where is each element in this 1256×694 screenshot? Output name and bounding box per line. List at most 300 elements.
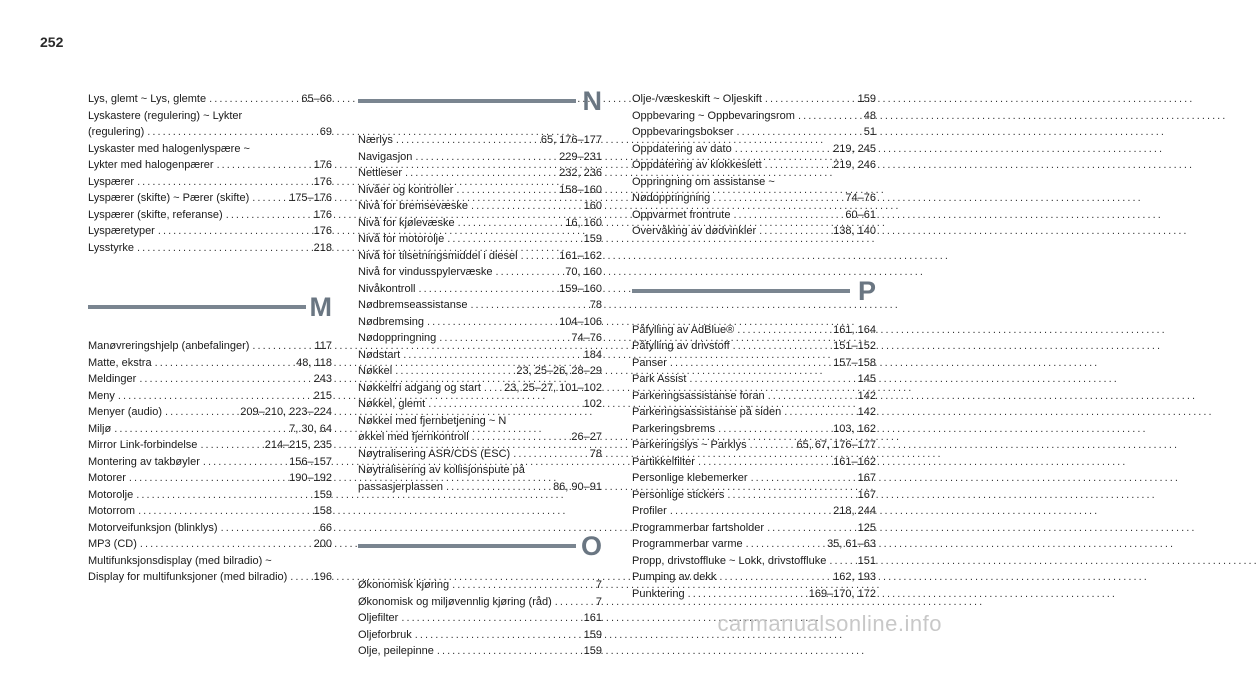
leader-dots	[718, 421, 830, 438]
index-entry	[632, 371, 876, 388]
entry-term: Parkeringsbrems	[632, 422, 716, 435]
entry-pages[interactable]: 175–176	[289, 192, 332, 204]
leader-dots	[418, 281, 556, 298]
entry-pages[interactable]: 176	[313, 159, 332, 171]
leader-dots	[158, 223, 311, 240]
leader-dots	[437, 643, 581, 660]
entry-term: Nivåer og kontroller	[358, 183, 454, 196]
entry-term: Lykter med halogenpærer	[88, 159, 214, 171]
entry-pages[interactable]: 167	[857, 472, 876, 484]
entry-pages[interactable]: 138, 140	[833, 225, 876, 237]
index-entry	[88, 355, 332, 372]
entry-term: Oppbevaring ~ Oppbevaringsrom	[632, 109, 795, 122]
leader-dots	[139, 371, 310, 388]
index-entry	[88, 388, 332, 405]
index-entry	[358, 594, 602, 611]
index-entry	[88, 487, 332, 504]
index-entry	[358, 248, 602, 265]
index-section	[358, 529, 602, 660]
leader-dots	[767, 520, 855, 537]
index-entry	[88, 223, 332, 240]
entry-term: Lyskaster med halogenlyspære ~	[88, 142, 250, 155]
entry-pages[interactable]: 74–76	[571, 332, 602, 344]
entry-term: Programmerbar varme	[632, 538, 743, 550]
entry-term: Påfylling av AdBlue®	[632, 323, 735, 336]
entry-term: Parkeringslys ~ Parklys	[632, 439, 747, 451]
leader-dots	[405, 165, 556, 182]
leader-dots	[456, 182, 556, 199]
entry-pages[interactable]: 167	[857, 488, 876, 501]
index-entry	[632, 108, 876, 125]
entry-term: Parkeringsassistanse på siden	[632, 406, 782, 418]
section-divider	[632, 289, 850, 293]
leader-dots	[713, 190, 842, 207]
entry-term: Motorrom	[88, 505, 136, 517]
entry-pages[interactable]: 159	[313, 488, 332, 501]
entry-term: Lyspæretyper	[88, 225, 155, 237]
leader-dots	[415, 149, 556, 166]
entry-term: Nivå for vindusspylervæske	[358, 266, 493, 278]
index-entry	[632, 190, 876, 207]
entry-term: økkel med fjernkontroll	[358, 431, 469, 443]
entry-pages[interactable]: 7, 30, 64	[289, 422, 332, 435]
leader-dots	[746, 536, 824, 553]
index-entry	[632, 553, 876, 570]
entry-term: Meldinger	[88, 373, 137, 385]
entry-pages[interactable]: 157–158	[833, 356, 876, 369]
index-section	[88, 290, 332, 586]
index-entry	[358, 627, 602, 644]
entry-term: (regulering)	[88, 126, 145, 138]
entry-pages[interactable]: 184	[583, 348, 602, 361]
index-entry	[358, 231, 602, 248]
entry-term: Park Assist	[632, 373, 687, 385]
section-header	[358, 529, 602, 563]
entry-pages[interactable]: 160	[583, 200, 602, 212]
leader-dots	[727, 487, 854, 504]
entry-pages[interactable]: 219, 245	[833, 142, 876, 155]
section-divider	[358, 99, 576, 103]
entry-pages[interactable]: 65–66	[301, 93, 332, 105]
entry-term: Nivå for motorolje	[358, 233, 445, 245]
index-entry	[88, 454, 332, 471]
entry-pages[interactable]: 200	[313, 538, 332, 550]
entry-term: Navigasjon	[358, 150, 413, 163]
leader-dots	[252, 190, 286, 207]
page-number: 252	[40, 34, 64, 50]
leader-dots	[137, 174, 311, 191]
entry-term: Overvåking av dødvinkler	[632, 225, 757, 237]
entry-term: Lyspærer (skifte) ~ Pærer (skifte)	[88, 192, 250, 204]
entry-pages[interactable]: 151–152	[833, 340, 876, 352]
entry-term: Nøkkelfri adgang og start	[358, 381, 481, 394]
index-entry	[88, 437, 332, 454]
leader-dots	[513, 446, 587, 463]
entry-pages[interactable]: 218	[313, 241, 332, 254]
entry-pages[interactable]: 66	[319, 521, 332, 534]
entry-term: Lysstyrke	[88, 241, 135, 254]
entry-pages[interactable]: 158	[313, 505, 332, 517]
entry-term: Nærlys	[358, 134, 393, 146]
entry-pages[interactable]: 169–170, 172	[808, 587, 876, 600]
leader-dots	[252, 338, 311, 355]
entry-term: Nivå for kjølevæske	[358, 216, 455, 229]
entry-pages[interactable]: 159	[857, 93, 876, 105]
leader-dots	[209, 91, 298, 108]
index-entry	[632, 437, 876, 454]
leader-dots	[403, 347, 580, 364]
entry-term: Mirror Link-forbindelse	[88, 439, 198, 451]
entry-term: Nøkkel med fjernbetjening ~ N	[358, 414, 507, 427]
entry-pages[interactable]: 162, 193	[833, 571, 876, 583]
index-entry	[88, 240, 332, 257]
entry-pages[interactable]: 159	[583, 628, 602, 641]
index-entry	[358, 149, 602, 166]
entry-term: Økonomisk og miljøvennlig kjøring (råd)	[358, 595, 552, 608]
entry-pages[interactable]: 16, 160	[565, 216, 602, 229]
entry-term: Lyspærer (skifte, referanse)	[88, 208, 223, 221]
entry-pages[interactable]: 232, 236	[559, 167, 602, 179]
leader-dots	[137, 240, 311, 257]
entry-term: Programmerbar fartsholder	[632, 521, 765, 534]
entry-pages[interactable]: 23, 25–27, 101–102	[504, 381, 602, 394]
index-entry	[632, 388, 876, 405]
leader-dots	[670, 355, 830, 372]
leader-dots	[217, 157, 311, 174]
index-entry	[358, 380, 602, 397]
entry-pages[interactable]: 229–231	[559, 150, 602, 163]
leader-dots	[452, 577, 593, 594]
entry-term: Lyspærer	[88, 175, 135, 188]
leader-dots	[829, 553, 854, 570]
leader-dots	[427, 314, 556, 331]
entry-term: Nødoppringning	[632, 192, 711, 204]
entry-pages[interactable]: 65, 176–177	[540, 134, 602, 146]
index-entry	[358, 396, 602, 413]
entry-term: Motorveifunksjon (blinklys)	[88, 521, 218, 534]
section-letter: O	[580, 531, 602, 561]
entry-term: Nødbremsing	[358, 315, 425, 328]
entry-pages[interactable]: 196	[313, 571, 332, 583]
index-entry	[358, 446, 602, 463]
entry-pages[interactable]: 176	[313, 225, 332, 237]
leader-dots	[221, 520, 317, 537]
leader-dots	[750, 437, 794, 454]
index-entry	[358, 610, 602, 627]
index-entry	[88, 174, 332, 191]
entry-pages[interactable]: 104–106	[559, 315, 602, 328]
entry-term: Nivåkontroll	[358, 282, 416, 295]
index-entry	[88, 207, 332, 224]
entry-pages[interactable]: 158–160	[559, 183, 602, 196]
entry-term: Profiler	[632, 505, 667, 517]
entry-term: MP3 (CD)	[88, 538, 137, 550]
entry-term: Multifunksjonsdisplay (med bilradio) ~	[88, 554, 272, 567]
entry-pages[interactable]: 176	[313, 175, 332, 188]
entry-pages[interactable]: 86, 90–91	[553, 480, 602, 493]
index-entry	[632, 355, 876, 372]
index-entry	[632, 207, 876, 224]
index-entry	[358, 347, 602, 364]
leader-dots	[446, 479, 550, 496]
leader-dots	[555, 594, 593, 611]
section-divider	[88, 305, 306, 309]
entry-term: Oppbevaringsbokser	[632, 126, 734, 138]
entry-term: Punktering	[632, 587, 685, 600]
index-entry	[88, 124, 332, 141]
index-entry	[632, 223, 876, 240]
entry-term: Oljefilter	[358, 612, 399, 624]
entry-pages[interactable]: 145	[857, 373, 876, 385]
leader-dots	[737, 322, 830, 339]
leader-dots	[496, 264, 563, 281]
leader-dots	[698, 454, 830, 471]
entry-term: Oppdatering av klokkeslett	[632, 159, 762, 171]
entry-pages[interactable]: 60–61	[845, 208, 876, 221]
index-entry	[358, 314, 602, 331]
entry-pages[interactable]: 159	[583, 233, 602, 245]
watermark: carmanualsonline.info	[717, 611, 942, 636]
entry-pages[interactable]: 151	[857, 554, 876, 567]
index-entry	[632, 157, 876, 174]
index-section	[632, 91, 876, 240]
section-letter: P	[857, 275, 876, 306]
entry-pages[interactable]: 103, 162	[833, 422, 876, 435]
index-entry	[358, 281, 602, 298]
index-entry	[358, 215, 602, 232]
index-entry	[88, 338, 332, 355]
entry-pages[interactable]: 243	[313, 373, 332, 385]
leader-dots	[688, 586, 806, 603]
entry-pages[interactable]: 142	[857, 389, 876, 402]
leader-dots	[290, 569, 310, 586]
entry-pages[interactable]: 142	[857, 406, 876, 418]
entry-term: Pumping av dekk	[632, 571, 717, 583]
leader-dots	[439, 330, 568, 347]
leader-dots	[395, 363, 513, 380]
leader-dots	[484, 380, 501, 397]
entry-pages[interactable]: 156–157	[289, 455, 332, 468]
index-entry	[358, 643, 602, 660]
leader-dots	[415, 627, 581, 644]
index-entry	[88, 503, 332, 520]
leader-dots	[733, 338, 831, 355]
entry-term: Oljeforbruk	[358, 628, 412, 641]
entry-pages[interactable]: 161, 164	[833, 323, 876, 336]
index-entry	[358, 264, 602, 281]
entry-pages[interactable]: 23, 25–26, 28–29	[516, 365, 602, 377]
entry-term: Nettleser	[358, 167, 403, 179]
entry-term: Olje-/væskeskift ~ Oljeskift	[632, 93, 762, 105]
entry-term: Økonomisk kjøring	[358, 579, 450, 591]
index-entry	[358, 413, 602, 430]
index-entry	[632, 470, 876, 487]
index-entry	[632, 536, 876, 553]
entry-pages[interactable]: 102	[583, 398, 602, 410]
entry-pages[interactable]: 26–27	[571, 431, 602, 443]
entry-term: Personlige klebemerker	[632, 472, 748, 484]
index-entry	[632, 404, 876, 421]
entry-term: Olje, peilepinne	[358, 645, 434, 657]
index-entry	[88, 91, 332, 108]
index-entry	[88, 470, 332, 487]
entry-pages[interactable]: 159	[583, 645, 602, 657]
index-entry	[88, 404, 332, 421]
entry-pages[interactable]: 117	[314, 340, 332, 352]
leader-dots	[203, 454, 286, 471]
entry-pages[interactable]: 159–160	[559, 282, 602, 295]
leader-dots	[470, 297, 586, 314]
entry-pages[interactable]: 219, 246	[833, 159, 876, 171]
index-entry	[358, 330, 602, 347]
leader-dots	[136, 487, 310, 504]
leader-dots	[765, 91, 855, 108]
entry-term: Nøkkel, glemt	[358, 398, 426, 410]
index-entry	[88, 520, 332, 537]
index-section	[632, 274, 876, 603]
leader-dots	[765, 157, 831, 174]
entry-term: Påfylling av drivstoff	[632, 340, 730, 352]
index-entry	[88, 553, 332, 570]
entry-term: Oppdatering av dato	[632, 142, 732, 155]
index-entry	[88, 371, 332, 388]
entry-term: Menyer (audio)	[88, 406, 162, 418]
entry-pages[interactable]: 7	[595, 579, 602, 591]
entry-pages[interactable]: 78	[589, 447, 602, 460]
entry-pages[interactable]: 69	[319, 126, 332, 138]
entry-pages[interactable]: 74–76	[845, 192, 876, 204]
entry-pages[interactable]: 176	[313, 208, 332, 221]
entry-pages[interactable]: 161–162	[833, 455, 876, 468]
index-column-1	[88, 91, 332, 620]
leader-dots	[401, 610, 580, 627]
index-entry	[358, 479, 602, 496]
entry-pages[interactable]: 215	[313, 389, 332, 402]
section-letter: N	[582, 86, 602, 116]
index-entry	[358, 182, 602, 199]
leader-dots	[129, 470, 286, 487]
entry-term: Nøytralisering ASR/CDS (ESC)	[358, 447, 511, 460]
entry-term: Oppringning om assistanse ~	[632, 175, 775, 188]
index-entry	[88, 108, 332, 125]
entry-pages[interactable]: 70, 160	[565, 266, 602, 278]
entry-term: Meny	[88, 389, 115, 402]
index-entry	[632, 454, 876, 471]
index-entry	[88, 421, 332, 438]
entry-pages[interactable]: 51	[863, 126, 876, 138]
leader-dots	[138, 503, 311, 520]
index-entry	[358, 165, 602, 182]
entry-pages[interactable]: 48, 118	[296, 356, 332, 369]
leader-dots	[396, 132, 538, 149]
leader-dots	[155, 355, 294, 372]
leader-dots	[140, 536, 311, 553]
entry-pages[interactable]: 161–162	[559, 249, 602, 262]
entry-term: Display for multifunksjoner (med bilradio)	[88, 571, 288, 583]
index-entry	[358, 363, 602, 380]
leader-dots	[114, 421, 286, 438]
section-header	[358, 84, 602, 118]
index-section	[358, 84, 602, 495]
entry-pages[interactable]: 125	[857, 521, 876, 534]
leader-dots	[719, 569, 830, 586]
entry-pages[interactable]: 48	[863, 109, 876, 122]
index-entry	[358, 198, 602, 215]
index-entry	[88, 141, 332, 158]
entry-pages[interactable]: 209–210, 223–224	[240, 406, 332, 418]
leader-dots	[751, 470, 855, 487]
section-header	[632, 274, 876, 308]
entry-pages[interactable]: 7	[595, 595, 602, 608]
index-entry	[632, 569, 876, 586]
entry-term: Nødoppringning	[358, 332, 437, 344]
leader-dots	[165, 404, 237, 421]
entry-term: Oppvarmet frontrute	[632, 208, 731, 221]
section-header	[88, 290, 332, 324]
leader-dots	[471, 198, 581, 215]
entry-term: Nivå for tilsetningsmiddel i diesel	[358, 249, 518, 262]
entry-pages[interactable]: 218, 244	[833, 505, 876, 517]
entry-pages[interactable]: 78	[589, 299, 602, 311]
index-entry	[632, 520, 876, 537]
entry-pages[interactable]: 65, 67, 176–177	[796, 439, 876, 451]
index-entry	[632, 141, 876, 158]
index-entry	[358, 429, 602, 446]
index-entry	[632, 503, 876, 520]
entry-term: Nøytralisering av kollisjonspute på	[358, 464, 525, 476]
entry-term: Partikkelfilter	[632, 455, 695, 468]
entry-term: Propp, drivstoffluke ~ Lokk, drivstoffluke	[632, 554, 827, 567]
entry-term: Nødstart	[358, 348, 401, 361]
index-column-3	[632, 91, 876, 636]
leader-dots	[759, 223, 830, 240]
entry-pages[interactable]: 190–192	[289, 472, 332, 484]
leader-dots	[521, 248, 557, 265]
leader-dots	[670, 503, 830, 520]
leader-dots	[226, 207, 311, 224]
entry-pages[interactable]: 35, 61–63	[827, 538, 876, 550]
entry-term: Panser	[632, 356, 667, 369]
index-entry	[632, 338, 876, 355]
entry-term: Montering av takbøyler	[88, 455, 200, 468]
entry-term: Motorer	[88, 472, 126, 484]
leader-dots	[458, 215, 563, 232]
entry-term: Lys, glemt ~ Lys, glemte	[88, 93, 207, 105]
index-entry	[358, 297, 602, 314]
index-section	[88, 91, 332, 256]
index-entry	[88, 569, 332, 586]
index-entry	[88, 157, 332, 174]
entry-term: Lyskastere (regulering) ~ Lykter	[88, 109, 243, 122]
leader-dots	[472, 429, 569, 446]
leader-dots	[798, 108, 861, 125]
entry-term: Manøvreringshjelp (anbefalinger)	[88, 340, 250, 352]
entry-term: Parkeringsassistanse foran	[632, 389, 765, 402]
entry-pages[interactable]: 214–215, 235	[264, 439, 332, 451]
index-entry	[632, 322, 876, 339]
index-entry	[632, 487, 876, 504]
entry-term: Personlige stickers	[632, 488, 725, 501]
entry-term: Matte, ekstra	[88, 356, 152, 369]
entry-pages[interactable]: 161	[583, 612, 602, 624]
section-divider	[358, 544, 576, 548]
entry-term: Miljø	[88, 422, 112, 435]
leader-dots	[428, 396, 580, 413]
index-entry	[632, 174, 876, 191]
leader-dots	[147, 124, 317, 141]
section-letter: M	[309, 292, 332, 322]
index-column-2	[358, 84, 602, 694]
